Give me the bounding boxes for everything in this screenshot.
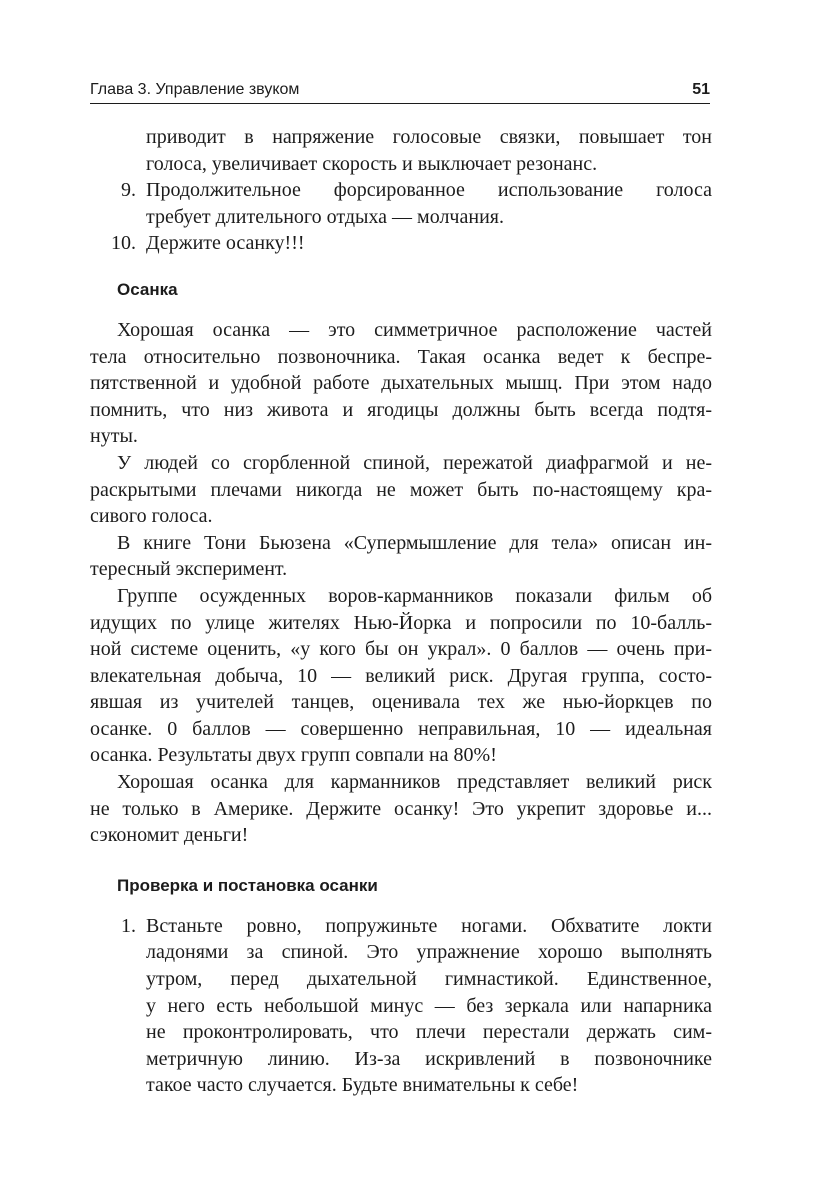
list-item-continuation (90, 124, 712, 177)
text-line: сэкономит деньги! (90, 824, 249, 847)
running-header (90, 79, 710, 104)
text-line: требует длительного отдыха — молчания. (146, 205, 504, 228)
list-number: 1. (121, 914, 136, 937)
page-number: 51 (692, 81, 710, 98)
text-line: метричную линию. Из-за искривлений в позвоночнике (146, 1047, 712, 1070)
paragraph (90, 583, 712, 769)
text-line: ладонями за спиной. Это упражнение хорошо выполнять (146, 941, 712, 964)
text-line: Держите осанку!!! (146, 232, 305, 255)
text-line: нуты. (90, 425, 138, 448)
text-line: не проконтролировать, что плечи перестали держать сим- (146, 1021, 712, 1044)
list-item-10 (90, 230, 712, 257)
text-line: Продолжительное форсированное использование голоса (146, 179, 712, 202)
text-line: Хорошая осанка для карманников представляет великий риск (117, 771, 712, 794)
text-line: сивого голоса. (90, 505, 213, 528)
text-line: пятственной и удобной работе дыхательных мышц. При этом надо (90, 372, 712, 395)
text-line: Группе осужденных воров-карманников показали фильм об (117, 584, 712, 607)
section-heading-posture-check: Проверка и постановка осанки (117, 875, 378, 895)
text-line: приводит в напряжение голосовые связки, повышает тон (146, 126, 712, 148)
text-line: осанке. 0 баллов — совершенно неправильная, 10 — идеальная (90, 717, 712, 740)
list-number: 9. (121, 179, 136, 202)
list-item-1 (90, 913, 712, 1099)
text-line: Встаньте ровно, попружиньте ногами. Обхватите локти (146, 914, 712, 937)
text-line: Хорошая осанка — это симметричное расположение частей (117, 318, 712, 341)
paragraph (90, 530, 712, 583)
text-line: У людей со сгорбленной спиной, пережатой диафрагмой и не- (117, 451, 712, 474)
text-line: не только в Америке. Держите осанку! Это укрепит здоровье и... (90, 797, 712, 820)
text-line: влекательная добыча, 10 — великий риск. Другая группа, состо- (90, 664, 712, 687)
text-line: раскрытыми плечами никогда не может быть по-настоящему кра- (90, 478, 712, 501)
text-line: утром, перед дыхательной гимнастикой. Единственное, (146, 968, 712, 991)
text-line: тела относительно позвоночника. Такая осанка ведет к беспре- (90, 345, 712, 368)
list-item-9 (90, 177, 712, 230)
paragraph (90, 450, 712, 530)
running-title: Глава 3. Управление звуком (90, 81, 300, 98)
text-line: такое часто случается. Будьте внимательны к себе! (146, 1074, 579, 1097)
section-heading-posture: Осанка (117, 279, 178, 299)
text-line: тересный эксперимент. (90, 558, 288, 581)
text-line: явшая из учителей танцев, оценивала тех же нью-йоркцев по (90, 691, 712, 714)
text-line: В книге Тони Бьюзена «Супермышление для тела» описан ин- (117, 531, 712, 554)
text-line: ной системе оценить, «у кого бы он украл». 0 баллов — очень при- (90, 638, 712, 661)
paragraph (90, 769, 712, 849)
text-line: у него есть небольшой минус — без зеркала или напарника (146, 994, 712, 1017)
list-number: 10. (111, 232, 136, 255)
text-line: осанка. Результаты двух групп совпали на 80%! (90, 744, 497, 767)
page-body (90, 124, 712, 1099)
text-line: помнить, что низ живота и ягодицы должны быть всегда подтя- (90, 398, 712, 421)
paragraph (90, 317, 712, 450)
text-line: голоса, увеличивает скорость и выключает резонанс. (146, 152, 598, 175)
text-line: идущих по улице жителях Нью-Йорка и попросили по 10-балль- (90, 611, 712, 634)
